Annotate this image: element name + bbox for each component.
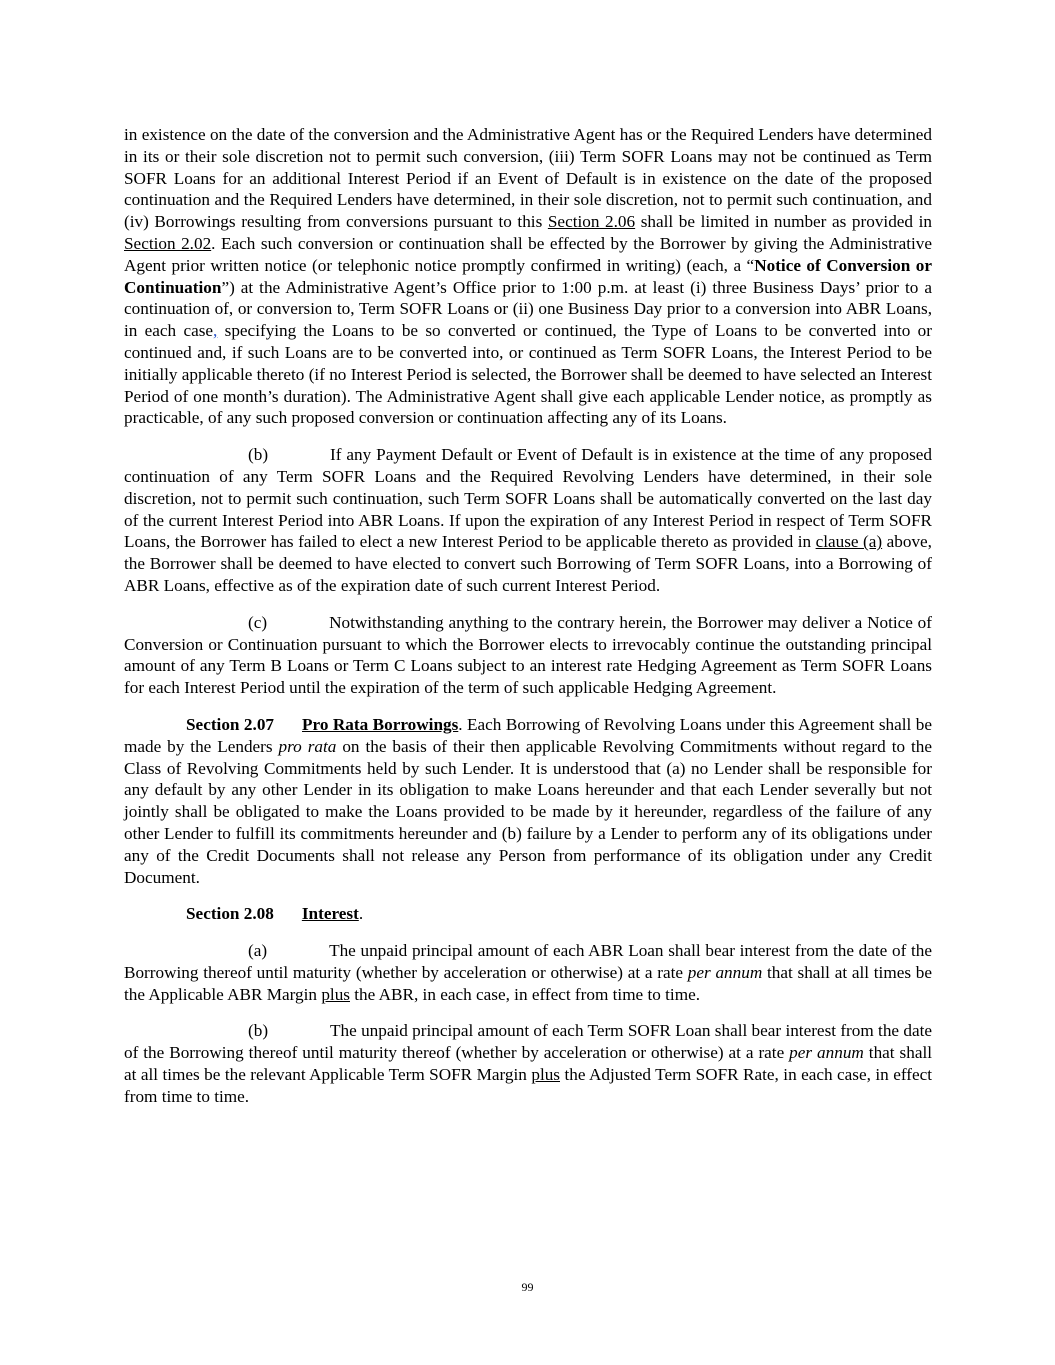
text-run: Notwithstanding anything to the contrary herein, the Borrower may deliver a Notice of Conversion or Continuation pursuant to which the Borrower elects to irrevocably continue the outstanding principal amount of any Term B Loans or Term C Loans subject to an interest rate Hedging Agreement as Term SOFR Loans for each Interest Period until the expiration of the term of such applicable Hedging Agreement. (124, 612, 932, 698)
paragraph-2-08-a (124, 940, 932, 1005)
text-run: that shall at all times be the Applicable ABR Margin (124, 962, 932, 1004)
paragraph-2-08-b (124, 1020, 932, 1107)
text-run: shall be limited in number as provided in (635, 212, 932, 232)
text-run: the Adjusted Term SOFR Rate, in each case, in effect from time to time. (124, 1065, 932, 1106)
text-run: the ABR, in each case, in effect from time to time. (349, 984, 700, 1004)
text-run: The unpaid principal amount of each Term SOFR Loan shall bear interest from the date of the Borrowing thereof until maturity thereof (whether by acceleration or otherwise) at a rate (124, 1021, 932, 1063)
clause-label: (c) (248, 612, 268, 632)
cross-reference-clause-a: clause (a) (815, 532, 883, 552)
section-2-08-heading (124, 903, 932, 925)
text-run: . Each Borrowing of Revolving Loans under this Agreement shall be made by the Lenders (124, 714, 932, 756)
paragraph-continuation (124, 124, 932, 429)
inserted-comma: , (213, 321, 218, 341)
text-run: above, the Borrower shall be deemed to have elected to convert such Borrowing of Term SOFR Loans, into a Borrowing of ABR Loans, effective as of the expiration date of such current Interest Period. (124, 532, 932, 595)
text-run: that shall at all times be the relevant Applicable Term SOFR Margin (124, 1043, 932, 1085)
section-number: Section 2.07 (186, 714, 275, 734)
text-run: . (358, 904, 364, 924)
section-title: Pro Rata Borrowings (302, 714, 459, 734)
text-run: The unpaid principal amount of each ABR Loan shall bear interest from the date of the Borrowing thereof until maturity (whether by acceleration or otherwise) at a rate (124, 941, 932, 982)
text-run: in existence on the date of the conversion and the Administrative Agent has or the Required Lenders have determined in its or their sole discretion not to permit such conversion, (iii) Term SOFR Loans may not be continued as Term SOFR Loans for an additional Interest Period if an Event of Default is in existence on the date of the proposed continuation and the Required Lenders have determined, in their sole discretion, not to permit such continuation, and (iv) Borrowings resulting from conversions pursuant to this (124, 125, 932, 232)
defined-term: Notice of Conversion or Continuation (124, 255, 932, 297)
underlined-plus: plus (531, 1065, 560, 1085)
page-number: 99 (521, 1280, 534, 1294)
section-title: Interest (301, 904, 359, 924)
section-2-07 (124, 714, 932, 888)
text-run: ”) at the Administrative Agent’s Office prior to 1:00 p.m. at least (i) three Business Days’ prior to a continuation of, or conversion to, Term SOFR Loans or (ii) one Business Day prior to a conversion into ABR Loans, in each case (124, 277, 932, 341)
page-body (124, 124, 932, 1123)
text-run: If any Payment Default or Event of Default is in existence at the time of any proposed continuation of any Term SOFR Loans and the Required Revolving Lenders have determined, in their sole discretion, not to permit such continuation, such Term SOFR Loans shall be automatically converted on the last day of the current Interest Period into ABR Loans. If upon the expiration of any Interest Period in respect of Term SOFR Loans, the Borrower has failed to elect a new Interest Period to be applicable thereto as provided in (124, 445, 932, 552)
text-run: specifying the Loans to be so converted or continued, the Type of Loans to be converted into or continued and, if such Loans are to be converted into, or continued as Term SOFR Loans, the Interest Period to be initially applicable thereto (if no Interest Period is selected, the Borrower shall be deemed to have selected an Interest Period of one month’s duration). The Administrative Agent shall give each applicable Lender notice, as promptly as practicable, of any such proposed conversion or continuation affecting any of its Loans. (124, 321, 932, 428)
italic-term: per annum (687, 962, 763, 982)
text-run: . Each such conversion or continuation shall be effected by the Borrower by giving the Administrative Agent prior written notice (or telephonic notice promptly confirmed in writing) (each, a “ (124, 233, 932, 275)
section-number: Section 2.08 (186, 904, 274, 924)
underlined-plus: plus (321, 984, 350, 1004)
paragraph-c (124, 612, 932, 699)
italic-term: per annum (789, 1043, 864, 1063)
text-run: on the basis of their then applicable Revolving Commitments without regard to the Class of Revolving Commitments held by such Lender. It is understood that (a) no Lender shall be responsible for any default by any other Lender in its obligation to make Loans hereunder and that each Lender severally but not jointly shall be obligated to make the Loans provided to be made by it hereunder, regardless of the failure of any other Lender to fulfill its commitments hereunder and (b) failure by a Lender to perform any of its obligations under any of the Credit Documents shall not release any Person from performance of its obligation under any Credit Document. (124, 736, 932, 887)
clause-label: (b) (248, 445, 269, 465)
clause-label: (b) (248, 1021, 269, 1041)
italic-term: pro rata (278, 736, 337, 756)
clause-label: (a) (248, 941, 268, 961)
cross-reference-section-2-06: Section 2.06 (547, 212, 636, 232)
paragraph-b (124, 444, 932, 597)
cross-reference-section-2-02: Section 2.02 (124, 233, 212, 253)
